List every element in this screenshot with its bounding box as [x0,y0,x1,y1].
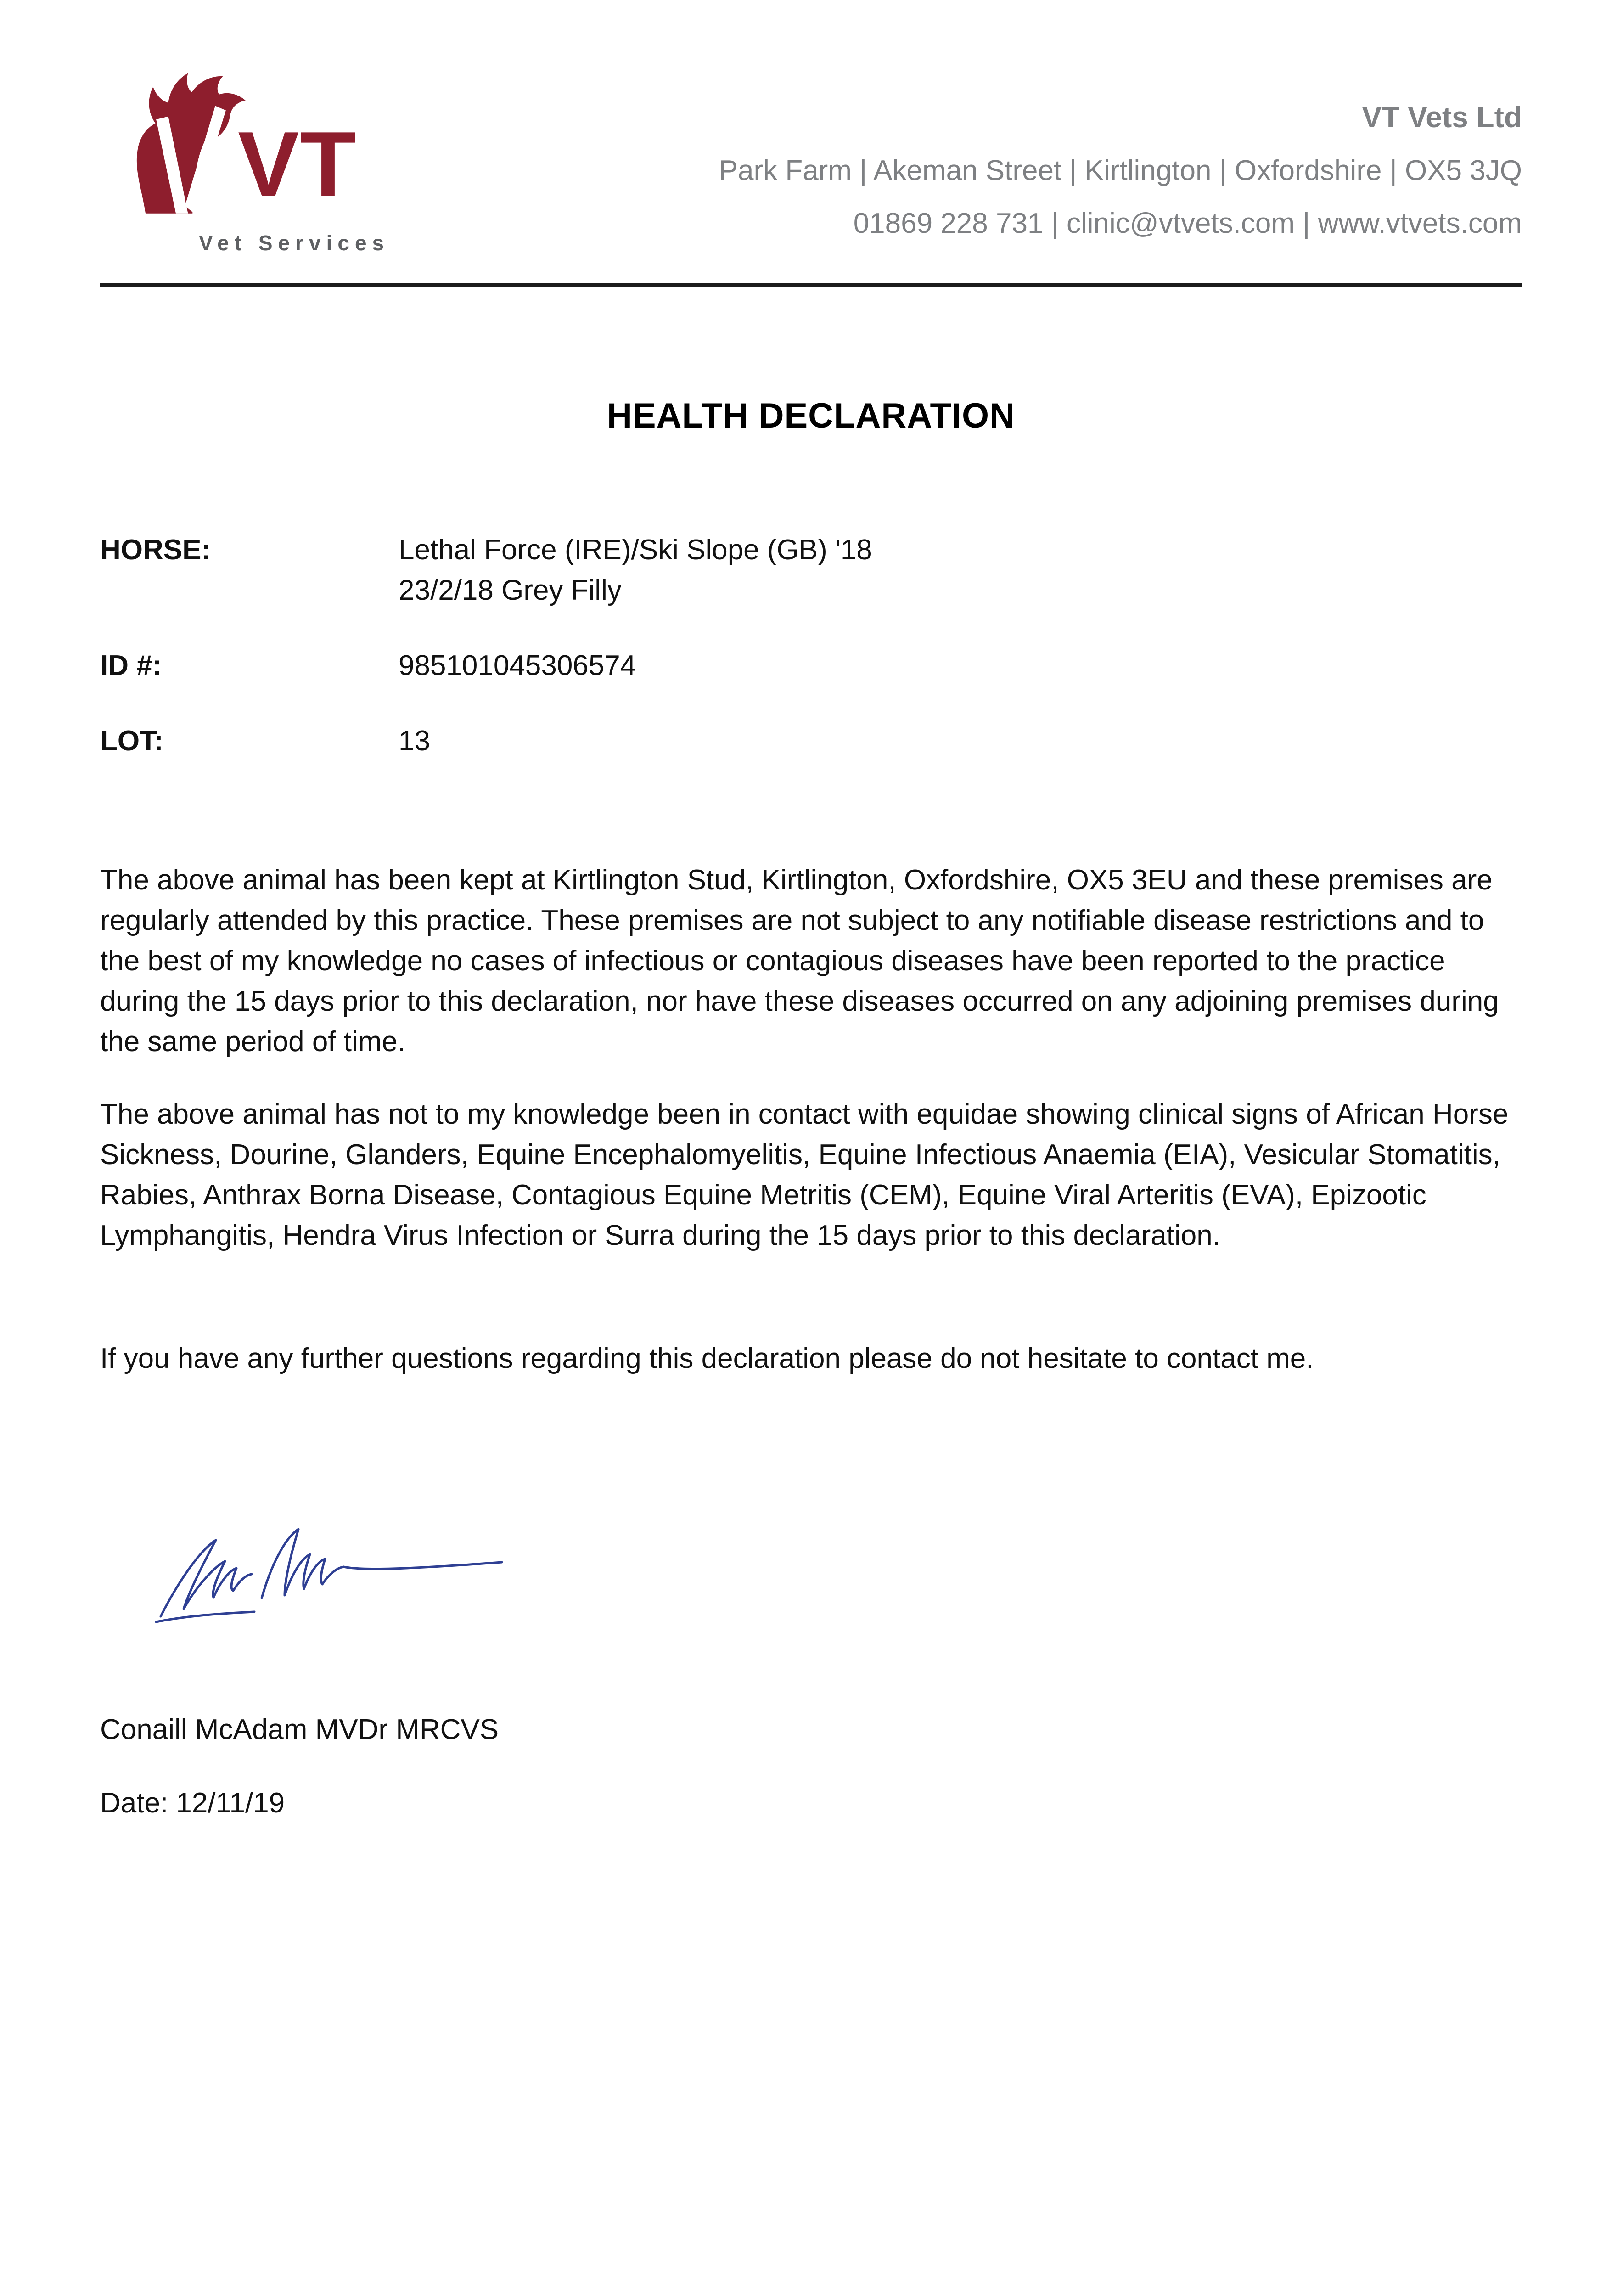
signature-date: Date: 12/11/19 [100,1787,285,1819]
letterhead [100,54,1522,255]
horse-value-line1: Lethal Force (IRE)/Ski Slope (GB) '18 [399,534,872,566]
logo-monogram: VT [238,113,357,215]
company-address: Park Farm | Akeman Street | Kirtlington | Oxfordshire | OX5 3JQ [719,155,1522,186]
declaration-body [100,860,1519,1379]
field-lot [100,721,1522,761]
lot-value: 13 [399,725,430,757]
company-name: VT Vets Ltd [1362,101,1522,134]
signatory-name: Conaill McAdam MVDr MRCVS [100,1714,499,1745]
paragraph-contact: If you have any further questions regarding this declaration please do not hesitate to contact me. [100,1343,1314,1374]
horse-head-icon [100,54,252,229]
company-contact: 01869 228 731 | clinic@vtvets.com | www.vtvets.com [853,208,1522,239]
letterhead-contact-block [719,100,1522,240]
logo-row [100,54,513,229]
paragraph-premises: The above animal has been kept at Kirtlington Stud, Kirtlington, Oxfordshire, OX5 3EU and these premises are regularly attended by this practice. These premises are not subject to any notifiable disease restrictions and to the best of my knowledge no cases of infectious or contagious diseases have been reported to the practice during the 15 days prior to this declaration, nor have these diseases occurred on any adjoining premises during the same period of time. [100,864,1499,1058]
field-id [100,646,1522,686]
lot-label: LOT: [100,725,163,757]
page-title: HEALTH DECLARATION [607,396,1016,435]
paragraph-diseases: The above animal has not to my knowledge been in contact with equidae showing clinical signs of African Horse Sickness, Dourine, Glanders, Equine Encephalomyelitis, Equine Infectious Anaemia (EIA), Vesicular Stomatitis, Rabies, Anthrax Borna Disease, Contagious Equine Metritis (CEM), Equine Viral Arteritis (EVA), Epizootic Lymphangitis, Hendra Virus Infection or Surra during the 15 days prior to this declaration. [100,1098,1509,1251]
horse-value-line2: 23/2/18 Grey Filly [399,574,622,606]
id-label: ID #: [100,650,162,681]
signature-scrawl-icon [146,1501,509,1636]
id-value: 985101045306574 [399,650,636,681]
logo-tagline: Vet Services [199,231,390,255]
signature-ink [146,1501,509,1636]
declaration-fields [100,530,1522,761]
horse-label: HORSE: [100,534,211,566]
field-horse [100,530,1522,611]
company-logo [100,54,513,255]
header-divider [100,283,1522,287]
horse-value [399,530,1522,611]
